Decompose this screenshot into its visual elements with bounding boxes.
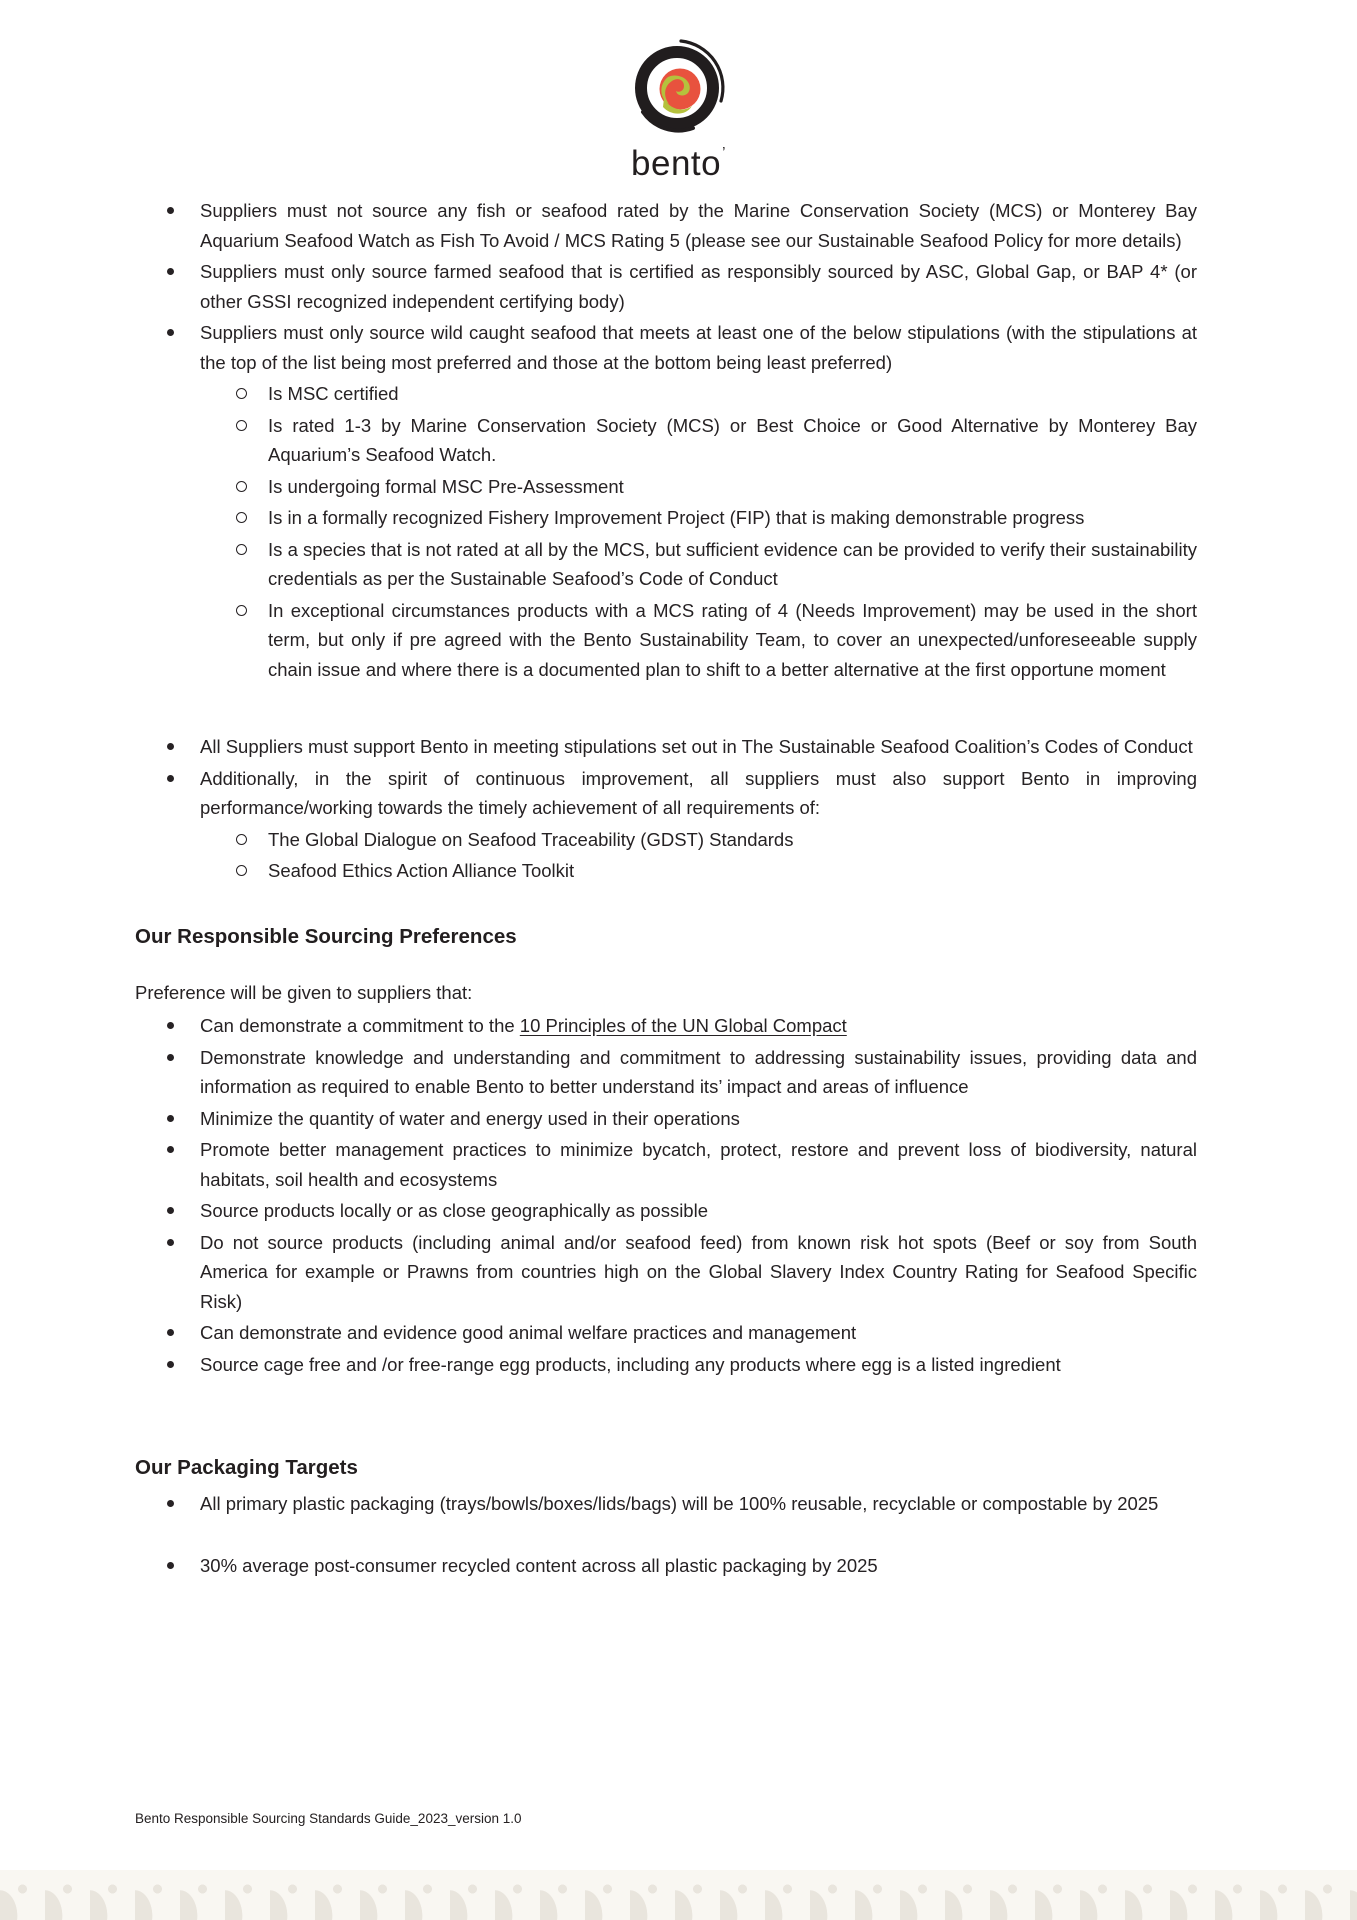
bullet-icon xyxy=(167,1115,174,1122)
list-item: Suppliers must only source wild caught seafood that meets at least one of the below stipulations (with the stipulations at the top of the list being most preferred and those at the bottom being least preferred) xyxy=(135,318,1197,377)
list-item: Source cage free and /or free-range egg products, including any products where egg is a listed ingredient xyxy=(135,1350,1197,1380)
list-item: Additionally, in the spirit of continuous improvement, all suppliers must also support Bento in improving performance/working towards the timely achievement of all requirements of: xyxy=(135,764,1197,823)
preferences-list xyxy=(135,1011,1197,1379)
bullet-icon xyxy=(167,1146,174,1153)
list-item: Do not source products (including animal and/or seafood feed) from known risk hot spots (Beef or soy from South America for example or Prawns from countries high on the Global Slavery Index Country Rating for Seafood Specific Risk) xyxy=(135,1228,1197,1317)
bento-logo-icon xyxy=(623,34,735,146)
brand-wordmark: bento’ xyxy=(631,144,726,183)
list-item: All Suppliers must support Bento in meeting stipulations set out in The Sustainable Seafood Coalition’s Codes of Conduct xyxy=(135,732,1197,762)
circle-bullet-icon xyxy=(236,865,247,876)
seafood-sourcing-list xyxy=(135,196,1197,377)
bullet-icon xyxy=(167,1562,174,1569)
bullet-icon xyxy=(167,1207,174,1214)
list-item: Is in a formally recognized Fishery Improvement Project (FIP) that is making demonstrable progress xyxy=(135,503,1197,533)
bullet-icon xyxy=(167,1361,174,1368)
circle-bullet-icon xyxy=(236,834,247,845)
bullet-icon xyxy=(167,207,174,214)
list-item: Minimize the quantity of water and energy used in their operations xyxy=(135,1104,1197,1134)
bullet-icon xyxy=(167,743,174,750)
circle-bullet-icon xyxy=(236,544,247,555)
wild-caught-stipulations-list xyxy=(135,379,1197,684)
bullet-icon xyxy=(167,1022,174,1029)
list-item: Source products locally or as close geographically as possible xyxy=(135,1196,1197,1226)
circle-bullet-icon xyxy=(236,512,247,523)
list-item: Suppliers must only source farmed seafood that is certified as responsibly sourced by ASC, Global Gap, or BAP 4* (or other GSSI recognized independent certifying body) xyxy=(135,257,1197,316)
bullet-icon xyxy=(167,268,174,275)
section-spacer xyxy=(135,888,1197,922)
egg-pattern-border xyxy=(0,1870,1357,1920)
circle-bullet-icon xyxy=(236,481,247,492)
bullet-icon xyxy=(167,1054,174,1061)
bullet-icon xyxy=(167,1500,174,1507)
document-body xyxy=(135,196,1197,1582)
list-item: Promote better management practices to minimize bycatch, protect, restore and prevent loss of biodiversity, natural habitats, soil health and ecosystems xyxy=(135,1135,1197,1194)
list-item: The Global Dialogue on Seafood Traceability (GDST) Standards xyxy=(135,825,1197,855)
list-item: All primary plastic packaging (trays/bowls/boxes/lids/bags) will be 100% reusable, recyclable or compostable by 2025 xyxy=(135,1489,1197,1519)
responsible-sourcing-preferences-heading: Our Responsible Sourcing Preferences xyxy=(135,924,517,948)
list-item: Demonstrate knowledge and understanding and commitment to addressing sustainability issues, providing data and information as required to enable Bento to better understand its’ impact and areas of influence xyxy=(135,1043,1197,1102)
preferences-lead-text: Preference will be given to suppliers that: xyxy=(135,981,473,1003)
packaging-targets-heading: Our Packaging Targets xyxy=(135,1456,358,1479)
list-item: Is a species that is not rated at all by the MCS, but sufficient evidence can be provided to verify their sustainability credentials as per the Sustainable Seafood’s Code of Conduct xyxy=(135,535,1197,594)
bullet-icon xyxy=(167,1329,174,1336)
list-item: Is rated 1-3 by Marine Conservation Society (MCS) or Best Choice or Good Alternative by Monterey Bay Aquarium’s Seafood Watch. xyxy=(135,411,1197,470)
document-footer-text: Bento Responsible Sourcing Standards Guide_2023_version 1.0 xyxy=(135,1811,522,1826)
section-spacer xyxy=(135,1381,1197,1427)
circle-bullet-icon xyxy=(236,420,247,431)
support-standards-list xyxy=(135,825,1197,886)
bullet-icon xyxy=(167,329,174,336)
list-item: Suppliers must not source any fish or seafood rated by the Marine Conservation Society (MCS) or Monterey Bay Aquarium Seafood Watch as Fish To Avoid / MCS Rating 5 (please see our Sustainable Seafood Policy for more details) xyxy=(135,196,1197,255)
list-item: Can demonstrate a commitment to the 10 Principles of the UN Global Compact xyxy=(135,1011,1197,1041)
circle-bullet-icon xyxy=(236,605,247,616)
list-item: Is undergoing formal MSC Pre-Assessment xyxy=(135,472,1197,502)
list-item: Can demonstrate and evidence good animal welfare practices and management xyxy=(135,1318,1197,1348)
bullet-icon xyxy=(167,775,174,782)
section-spacer xyxy=(135,686,1197,732)
list-item: In exceptional circumstances products with a MCS rating of 4 (Needs Improvement) may be used in the short term, but only if pre agreed with the Bento Sustainability Team, to cover an unexpected/unforeseeable supply chain issue and where there is a documented plan to shift to a better alternative at the first opportune moment xyxy=(135,596,1197,685)
list-item: 30% average post-consumer recycled content across all plastic packaging by 2025 xyxy=(135,1551,1197,1581)
bullet-icon xyxy=(167,1239,174,1246)
supplier-support-list xyxy=(135,732,1197,823)
trademark-tick: ’ xyxy=(722,144,726,161)
list-item: Seafood Ethics Action Alliance Toolkit xyxy=(135,856,1197,886)
un-global-compact-link[interactable]: 10 Principles of the UN Global Compact xyxy=(519,1015,847,1036)
circle-bullet-icon xyxy=(236,388,247,399)
section-spacer xyxy=(135,1427,1197,1453)
packaging-targets-list xyxy=(135,1489,1197,1580)
logo-block xyxy=(0,34,1357,181)
list-item: Is MSC certified xyxy=(135,379,1197,409)
